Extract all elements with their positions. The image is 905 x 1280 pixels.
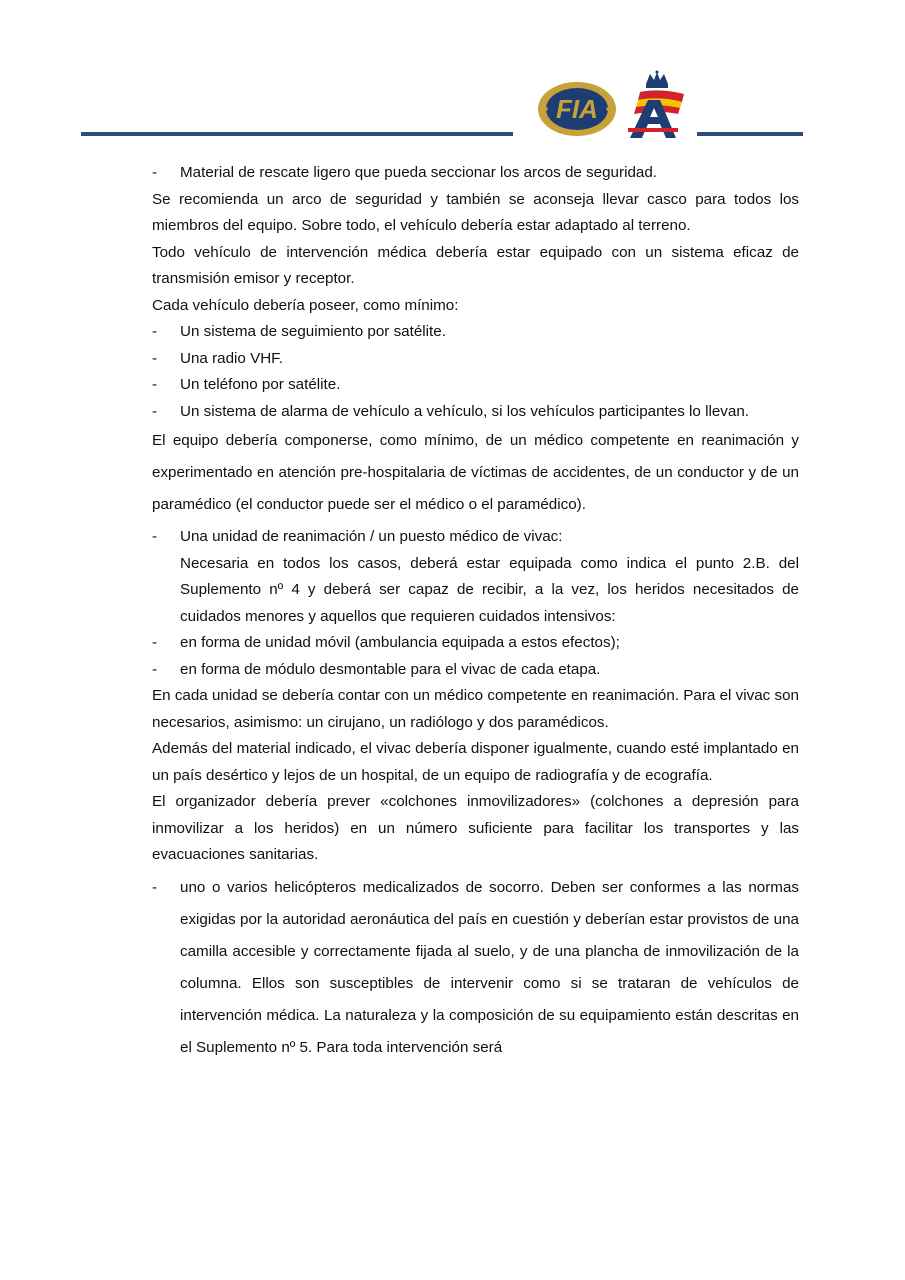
- paragraph: Cada vehículo debería poseer, como mínimo:: [152, 296, 459, 314]
- paragraph: Todo vehículo de intervención médica debería estar equipado con un sistema eficaz de transmisión emisor y receptor.: [152, 243, 799, 287]
- header-rule-right: [697, 132, 803, 136]
- paragraph: El organizador debería prever «colchones inmovilizadores» (colchones a depresión para inmovilizar a los heridos) en un número suficiente para facilitar los transportes y las evacuaciones sanitarias.: [152, 793, 799, 863]
- fia-logo-icon: [536, 80, 618, 138]
- list-item: - en forma de unidad móvil (ambulancia equipada a estos efectos);: [152, 634, 620, 651]
- paragraph: El equipo debería componerse, como mínimo, de un médico competente en reanimación y experimentado en atención pre-hospitalaria de víctimas de accidentes, de un conductor y de un paramédico (el conductor puede ser el médico o el paramédico).: [152, 432, 799, 513]
- svg-text:FIA: FIA: [556, 94, 598, 124]
- list-item-text: Necesaria en todos los casos, deberá estar equipada como indica el punto 2.B. del Suplemento nº 4 y deberá ser capaz de recibir, a la vez, los heridos necesitados de cuidados menores y aquellos que requieren cuidados intensivos:: [180, 554, 799, 625]
- list-item: - Una radio VHF.: [152, 349, 283, 367]
- list-item: - Material de rescate ligero que pueda seccionar los arcos de seguridad.: [152, 164, 657, 181]
- document-body: [152, 160, 799, 1064]
- list-item: - Un sistema de alarma de vehículo a vehículo, si los vehículos participantes lo llevan.: [152, 402, 749, 420]
- list-item: - Un teléfono por satélite.: [152, 376, 341, 393]
- paragraph: Además del material indicado, el vivac debería disponer igualmente, cuando esté implantado en un país desértico y lejos de un hospital, de un equipo de radiografía y de ecografía.: [152, 740, 799, 784]
- list-item: - uno o varios helicópteros medicalizados de socorro. Deben ser conformes a las normas exigidas por la autoridad aeronáutica del país en cuestión y deberían estar provistos de una camilla accesible y correctamente fijada al suelo, y de una plancha de inmovilización de la columna. Ellos son susceptibles de intervenir como si se trataran de vehículos de intervención médica. La naturaleza y la composición de su equipamiento están descritas en el Suplemento nº 5. Para toda intervención será: [152, 878, 799, 1056]
- header-rule-left: [81, 132, 513, 136]
- list-item: - Una unidad de reanimación / un puesto médico de vivac:: [152, 528, 563, 545]
- paragraph: Se recomienda un arco de seguridad y también se aconseja llevar casco para todos los miembros del equipo. Sobre todo, el vehículo debería estar adaptado al terreno.: [152, 190, 799, 234]
- paragraph: En cada unidad se debería contar con un médico competente en reanimación. Para el vivac son necesarios, asimismo: un cirujano, un radiólogo y dos paramédicos.: [152, 687, 799, 731]
- rfeda-logo-icon: [626, 70, 688, 140]
- list-item: - en forma de módulo desmontable para el vivac de cada etapa.: [152, 660, 601, 678]
- list-item: - Un sistema de seguimiento por satélite.: [152, 323, 446, 340]
